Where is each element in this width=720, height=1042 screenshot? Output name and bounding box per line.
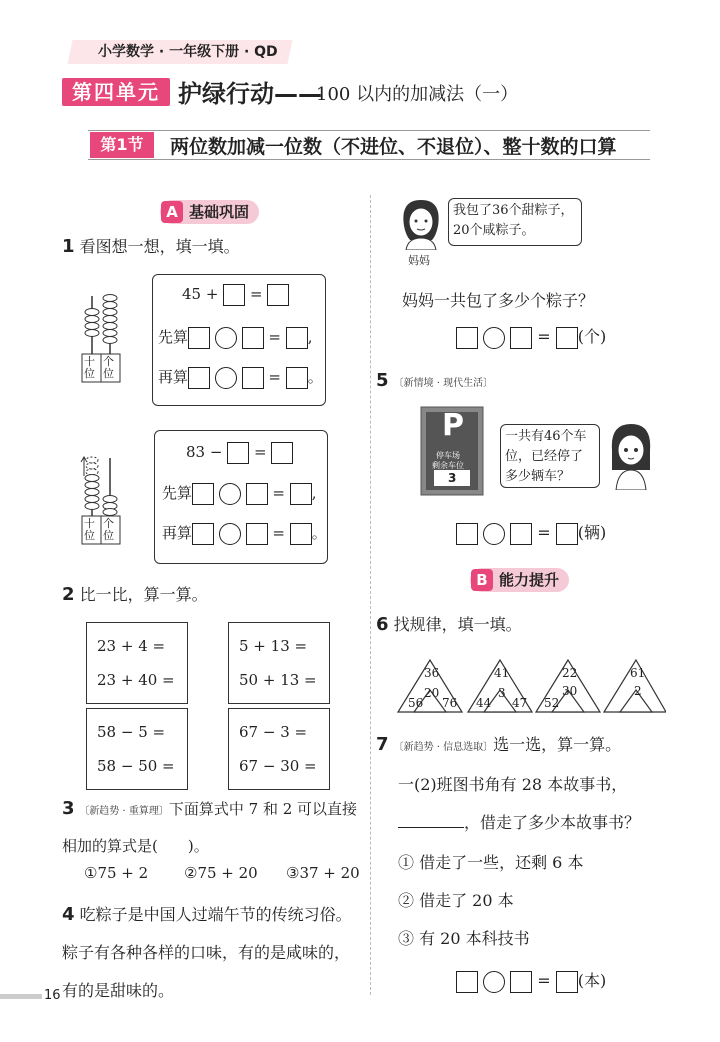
unit-title: 护绿行动—— [178, 80, 322, 108]
triangle-2-mid: 3 [498, 686, 506, 700]
q2-group-4: 67 − 3 = 67 − 30 = [228, 708, 330, 790]
unit-badge: 第四单元 [62, 78, 170, 106]
parking-sign-p: P [442, 408, 464, 443]
answer-box[interactable] [246, 483, 268, 505]
operator-circle[interactable] [215, 327, 237, 349]
mom-illustration [396, 196, 446, 250]
abacus-2-tens: 十位 [84, 517, 95, 542]
answer-box[interactable] [510, 971, 532, 993]
answer-box[interactable] [556, 971, 578, 993]
level-b-badge: B 能力提升 [470, 568, 569, 592]
triangle-2-top: 41 [494, 666, 510, 680]
q4-text: 4 吃粽子是中国人过端午节的传统习俗。粽子有各种各样的口味，有的是咸味的，有的是甜味的。 [62, 904, 352, 1000]
abacus-2-ones: 个位 [103, 517, 114, 542]
operator-circle[interactable] [483, 523, 505, 545]
q7-header: 7 〔新趋势 · 信息选取〕选一选，算一算。 [376, 734, 622, 755]
answer-box[interactable] [290, 523, 312, 545]
triangle-3-top: 22 [562, 666, 578, 680]
triangle-1-left: 56 [408, 696, 424, 710]
operator-circle[interactable] [483, 327, 505, 349]
girl-speech-bubble: 一共有46个车位，已经停了多少辆车？ [500, 424, 600, 488]
triangle-2-right[interactable]: 47 [512, 696, 528, 710]
parking-sign-text2: 剩余车位 [432, 461, 464, 470]
abacus-1-ones: 个位 [103, 355, 114, 380]
q3-option-2[interactable]: ②75 + 20 [184, 864, 258, 882]
q3-option-1[interactable]: ①75 + 2 [84, 864, 149, 882]
answer-box[interactable] [192, 523, 214, 545]
section-badge: 第1节 [90, 132, 154, 158]
triangle-3-left: 52 [544, 696, 560, 710]
q5-header: 5 〔新情境 · 现代生活〕 [376, 370, 494, 391]
blank-line[interactable] [398, 827, 464, 828]
q1-box1-first-row: 先算 = , [158, 326, 312, 349]
q1-box2-expr-row: 83 − = [186, 442, 293, 464]
triangle-1-top: 36 [424, 666, 440, 680]
parking-sign-text1: 停车场 [436, 451, 460, 460]
operator-circle[interactable] [483, 971, 505, 993]
q3-option-3[interactable]: ③37 + 20 [286, 864, 360, 882]
answer-box[interactable] [242, 367, 264, 389]
answer-box[interactable] [227, 442, 249, 464]
q4-answer-row: = (个) [456, 324, 606, 349]
q3-text: 3 〔新趋势 · 重算理〕下面算式中 7 和 2 可以直接相加的算式是( )。 [62, 798, 358, 855]
q1-box1-expr-row: 45 + = [182, 284, 289, 306]
q1-box1-then-row: 再算 = 。 [158, 366, 323, 389]
answer-box[interactable] [286, 367, 308, 389]
q7-answer-row: = (本) [456, 968, 606, 993]
q5-answer-row: = (辆) [456, 520, 606, 545]
answer-box[interactable] [242, 327, 264, 349]
q2-header: 2 比一比，算一算。 [62, 584, 208, 605]
q2-group-2: 5 + 13 = 50 + 13 = [228, 622, 330, 704]
q6-header: 6 找规律，填一填。 [376, 614, 522, 635]
answer-box[interactable] [510, 327, 532, 349]
mom-speech-bubble: 我包了36个甜粽子，20个咸粽子。 [448, 198, 582, 246]
footer-bar [0, 994, 42, 999]
q2-group-1: 23 + 4 = 23 + 40 = [86, 622, 188, 704]
unit-subtitle: 100 以内的加减法（一） [316, 84, 519, 105]
answer-box[interactable] [188, 367, 210, 389]
triangle-4-mid: 2 [634, 684, 642, 698]
answer-box[interactable] [223, 284, 245, 306]
answer-box[interactable] [188, 327, 210, 349]
abacus-1-tens: 十位 [84, 355, 95, 380]
section-title: 两位数加减一位数（不进位、不退位）、整十数的口算 [170, 136, 617, 158]
operator-circle[interactable] [219, 483, 241, 505]
triangle-4-top: 61 [630, 666, 646, 680]
q1-box2-then-row: 再算 = 。 [162, 522, 327, 545]
level-a-badge: A 基础巩固 [160, 200, 259, 224]
answer-box[interactable] [556, 327, 578, 349]
speaker-label: 妈妈 [408, 254, 430, 267]
q7-line2-row: ，借走了多少本故事书？ [398, 810, 640, 833]
answer-box[interactable] [290, 483, 312, 505]
triangle-2-left: 44 [476, 696, 492, 710]
q7-line1: 一(2)班图书角有 28 本故事书， [398, 775, 628, 794]
operator-circle[interactable] [219, 523, 241, 545]
page-number: 16 [44, 988, 61, 1003]
answer-box[interactable] [286, 327, 308, 349]
answer-box[interactable] [456, 327, 478, 349]
answer-box[interactable] [192, 483, 214, 505]
parking-sign-num: 3 [448, 471, 457, 485]
book-header: 小学数学 · 一年级下册 · QD [67, 40, 292, 64]
column-divider [370, 195, 371, 995]
answer-box[interactable] [456, 523, 478, 545]
answer-box[interactable] [510, 523, 532, 545]
q2-group-3: 58 − 5 = 58 − 50 = [86, 708, 188, 790]
girl-illustration [606, 420, 656, 490]
operator-circle[interactable] [215, 367, 237, 389]
answer-box[interactable] [271, 442, 293, 464]
q7-option-1[interactable]: ① 借走了一些，还剩 6 本 [398, 853, 584, 872]
answer-box[interactable] [246, 523, 268, 545]
triangle-1-mid: 20 [424, 686, 440, 700]
q1-box2-first-row: 先算 = , [162, 482, 316, 505]
triangle-1-right[interactable]: 76 [442, 696, 458, 710]
answer-box[interactable] [556, 523, 578, 545]
triangle-3-mid: 30 [562, 684, 578, 698]
answer-box[interactable] [267, 284, 289, 306]
q1-header: 1 看图想一想，填一填。 [62, 236, 240, 257]
q7-option-2[interactable]: ② 借走了 20 本 [398, 891, 514, 910]
q4-question: 妈妈一共包了多少个粽子？ [402, 291, 595, 310]
q7-option-3[interactable]: ③ 有 20 本科技书 [398, 929, 530, 948]
answer-box[interactable] [456, 971, 478, 993]
